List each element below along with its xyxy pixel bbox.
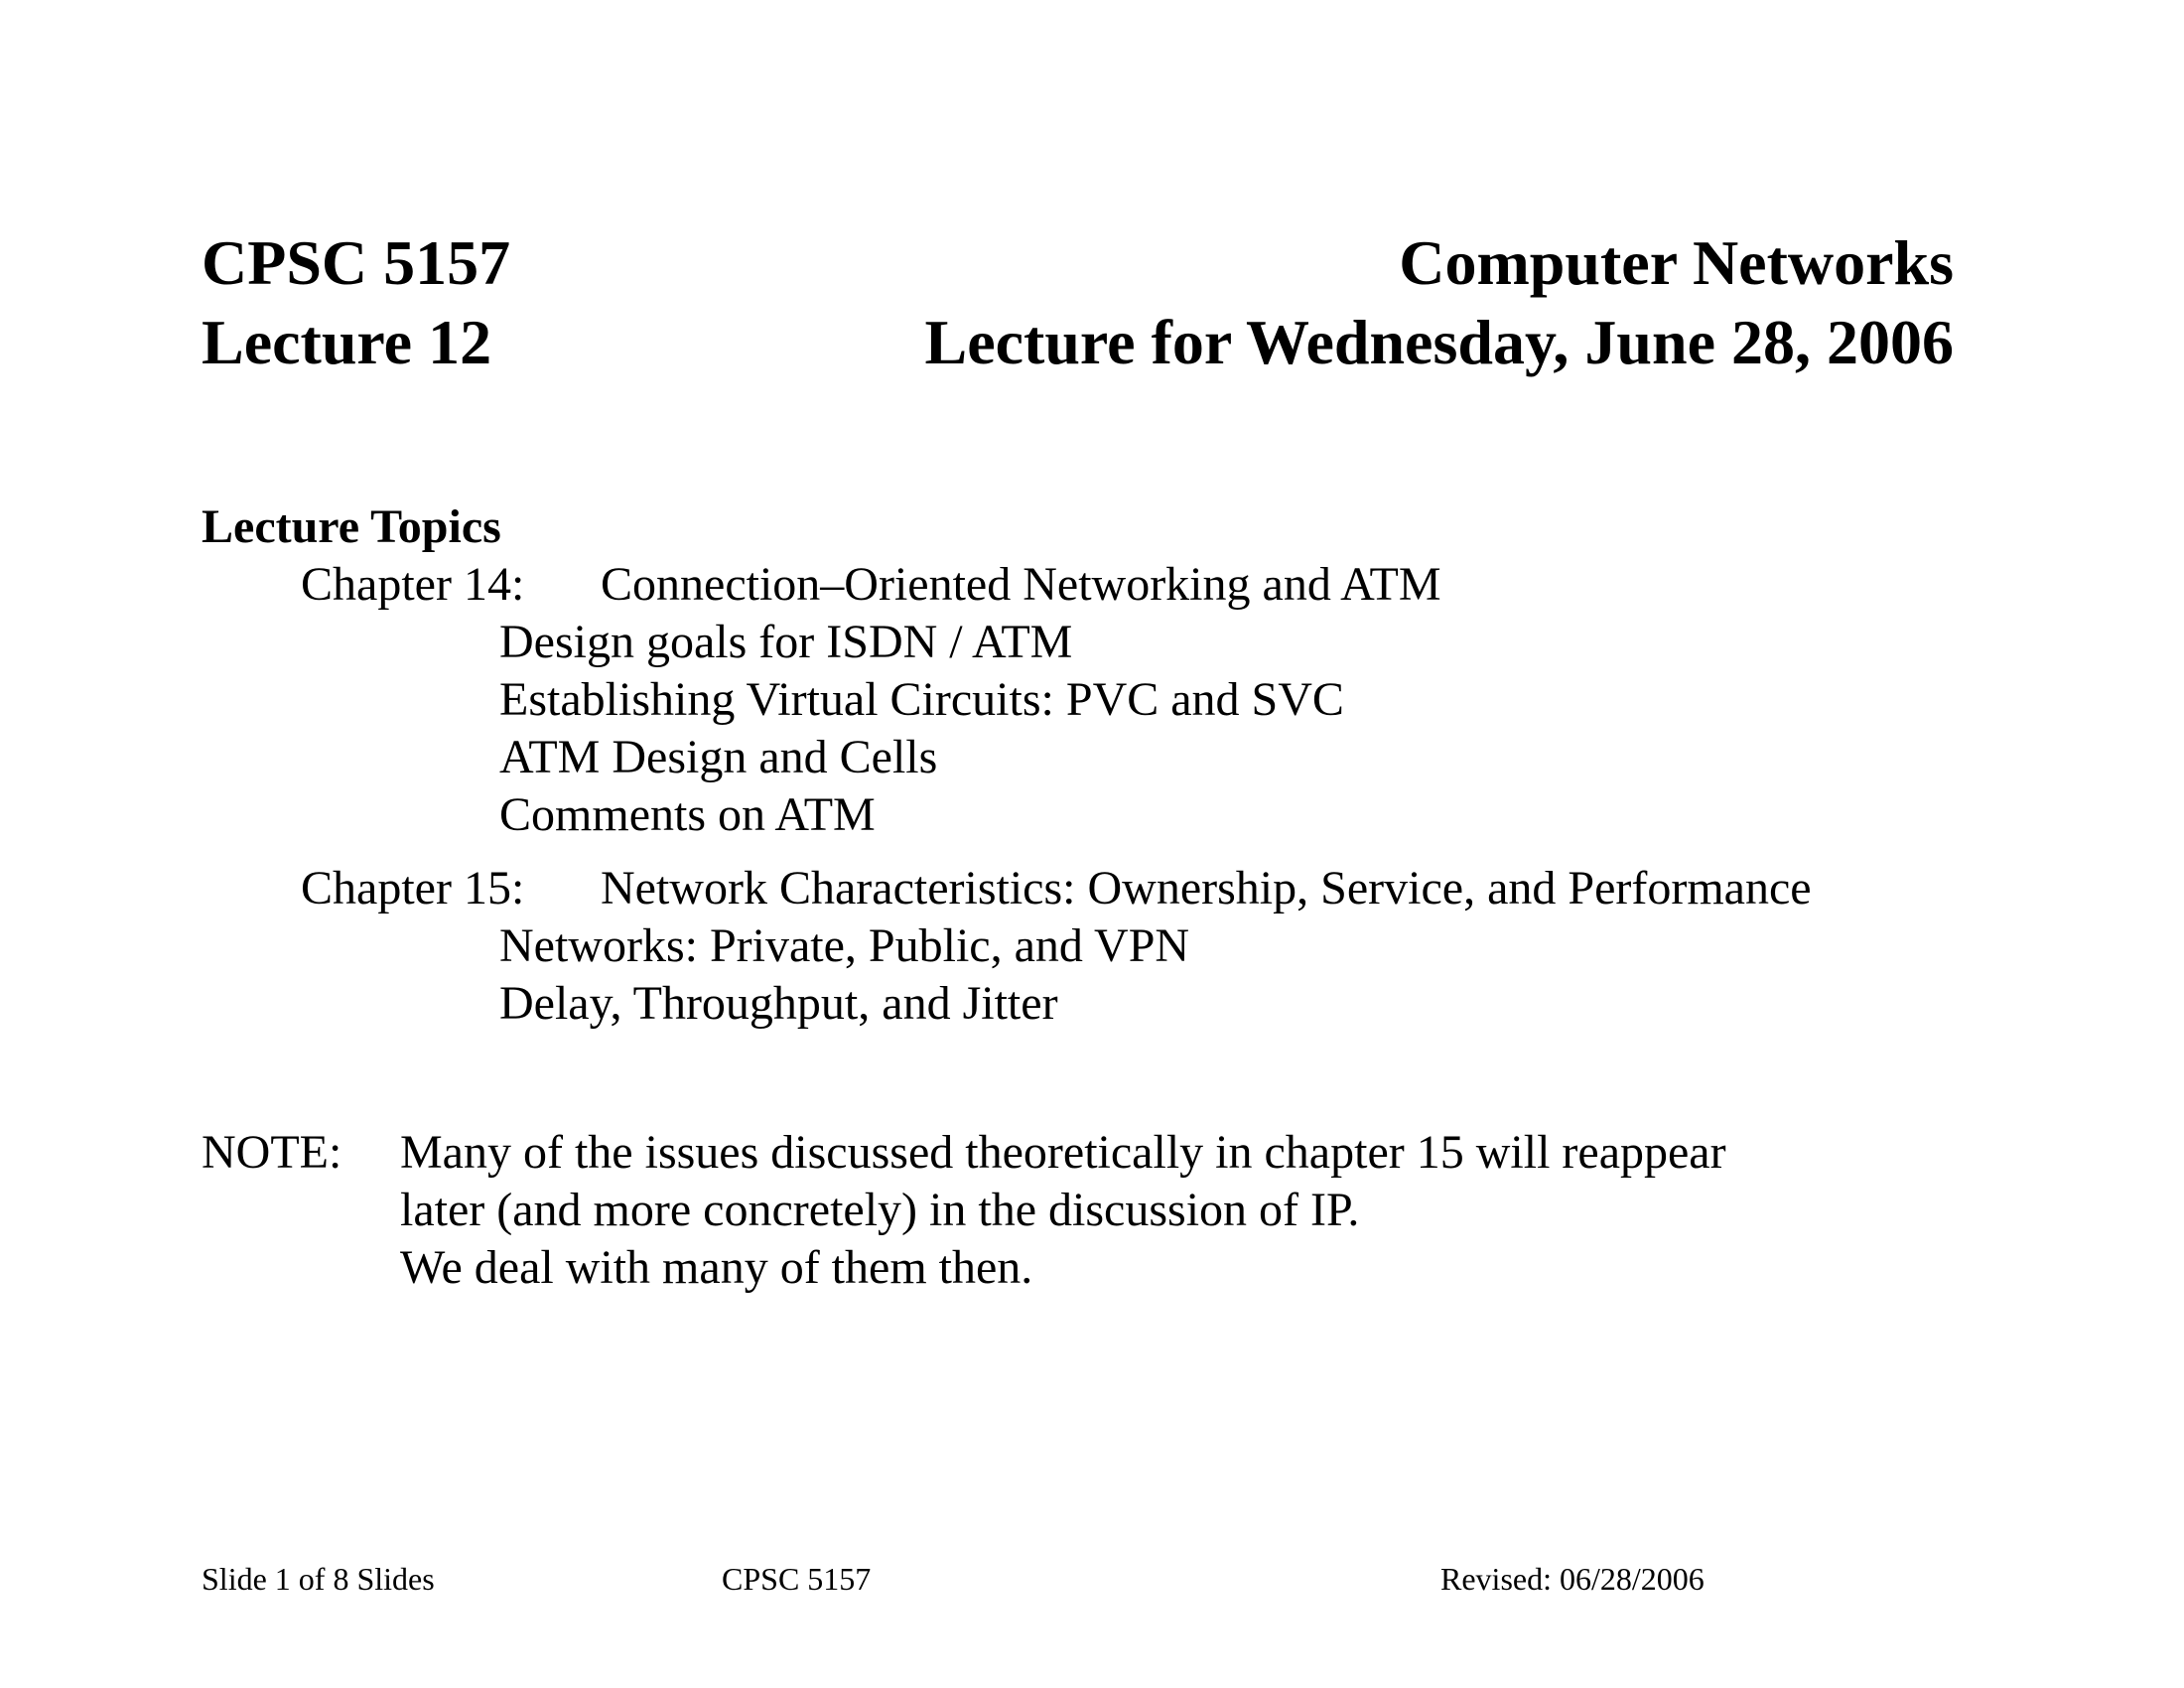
note-line: later (and more concretely) in the discussion of IP. xyxy=(400,1184,1360,1236)
note-block xyxy=(202,1124,1726,1297)
chapter-heading xyxy=(301,556,1812,614)
chapter-items xyxy=(499,917,1812,1033)
chapter-14 xyxy=(301,556,1812,844)
list-item: Delay, Throughput, and Jitter xyxy=(499,977,1058,1030)
topics-heading: Lecture Topics xyxy=(202,500,501,553)
list-item: Establishing Virtual Circuits: PVC and SVC xyxy=(499,673,1344,726)
header-left xyxy=(202,223,510,382)
chapter-title: Connection–Oriented Networking and ATM xyxy=(601,558,1441,611)
chapter-heading xyxy=(301,860,1812,917)
footer-course: CPSC 5157 xyxy=(722,1561,872,1597)
course-code: CPSC 5157 xyxy=(202,227,511,298)
chapter-title: Network Characteristics: Ownership, Service, and Performance xyxy=(601,862,1812,914)
note-label: NOTE: xyxy=(202,1126,342,1179)
lecture-date: Lecture for Wednesday, June 28, 2006 xyxy=(924,307,1954,377)
lecture-number: Lecture 12 xyxy=(202,307,492,377)
chapter-items xyxy=(499,614,1812,844)
list-item: Networks: Private, Public, and VPN xyxy=(499,919,1190,972)
note-line: We deal with many of them then. xyxy=(400,1241,1033,1294)
list-item: Design goals for ISDN / ATM xyxy=(499,616,1073,668)
note-line: Many of the issues discussed theoretically in chapter 15 will reappear xyxy=(400,1126,1726,1179)
note-text xyxy=(400,1124,1726,1297)
chapter-label: Chapter 14: xyxy=(301,558,525,611)
footer-revised: Revised: 06/28/2006 xyxy=(1440,1561,1705,1597)
header-right xyxy=(925,223,1955,382)
list-item: ATM Design and Cells xyxy=(499,731,938,783)
footer-slide-number: Slide 1 of 8 Slides xyxy=(202,1561,435,1597)
list-item: Comments on ATM xyxy=(499,788,876,841)
chapter-15 xyxy=(301,860,1812,1033)
course-title: Computer Networks xyxy=(1399,227,1954,298)
chapter-label: Chapter 15: xyxy=(301,862,525,914)
lecture-topics xyxy=(202,498,1812,1033)
